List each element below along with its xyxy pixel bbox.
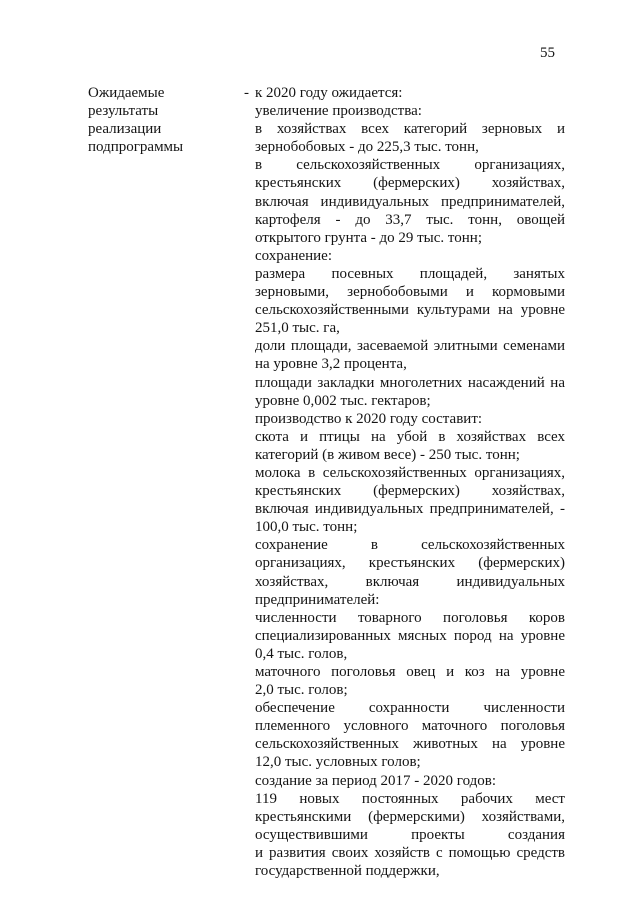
text-line: в хозяйствах всех категорий зерновых и	[255, 121, 565, 138]
text-line: зернобобовых - до 225,3 тыс. тонн,	[255, 139, 479, 156]
text-line: и развития своих хозяйств с помощью средств	[255, 844, 565, 861]
list-dash: -	[244, 85, 249, 101]
label-line: реализации	[88, 121, 162, 137]
text-line: обеспечение сохранности численности	[255, 700, 565, 717]
text-line: к 2020 году ожидается:	[255, 85, 403, 101]
text-line: включая индивидуальных предпринимателей, -	[255, 501, 565, 518]
text-line: сохранение в сельскохозяйственных	[255, 537, 565, 554]
text-line: специализированных мясных пород на уровне	[255, 627, 565, 644]
section-label	[88, 84, 228, 156]
text-line: крестьянских (фермерских) хозяйствах,	[255, 483, 565, 500]
text-line: скота и птицы на убой в хозяйствах всех	[255, 428, 565, 445]
text-line: сельскохозяйственными культурами на уровне	[255, 302, 565, 319]
text-line: численности товарного поголовья коров	[255, 609, 565, 626]
text-line: молока в сельскохозяйственных организациях,	[255, 464, 565, 481]
text-line: 119 новых постоянных рабочих мест	[255, 790, 565, 807]
text-line: крестьянскими (фермерскими) хозяйствами,	[255, 808, 565, 825]
text-line: доли площади, засеваемой элитными семенами	[255, 338, 565, 355]
text-line: организациях, крестьянских (фермерских)	[255, 555, 565, 572]
label-line: подпрограммы	[88, 139, 184, 155]
text-line: хозяйствах, включая индивидуальных	[255, 573, 565, 590]
text-line: открытого грунта - до 29 тыс. тонн;	[255, 229, 482, 246]
text-line: крестьянских (фермерских) хозяйствах,	[255, 175, 565, 192]
text-line: сохранение:	[255, 247, 333, 264]
text-line: уровне 0,002 тыс. гектаров;	[255, 392, 431, 409]
text-line: осуществившими проекты создания	[255, 826, 565, 843]
text-line: картофеля - до 33,7 тыс. тонн, овощей	[255, 211, 565, 228]
text-line: маточного поголовья овец и коз на уровне	[255, 664, 565, 680]
text-line: 12,0 тыс. условных голов;	[255, 754, 421, 771]
text-line: в сельскохозяйственных организациях,	[255, 157, 565, 174]
text-line: государственной поддержки,	[255, 863, 440, 880]
page-number: 55	[540, 45, 555, 61]
label-line: результаты	[88, 103, 159, 119]
text-line: на уровне 3,2 процента,	[255, 356, 407, 373]
text-line: сельскохозяйственных животных на уровне	[255, 736, 565, 753]
text-line: включая индивидуальных предпринимателей,	[255, 193, 565, 210]
text-line: размера посевных площадей, занятых	[255, 265, 565, 282]
label-line: Ожидаемые	[88, 85, 165, 101]
text-line: 100,0 тыс. тонн;	[255, 519, 358, 536]
text-line: предпринимателей:	[255, 591, 380, 608]
text-line: зерновыми, зернобобовыми и кормовыми	[255, 284, 565, 301]
text-line: производство к 2020 году составит:	[255, 410, 483, 427]
text-line: 0,4 тыс. голов,	[255, 645, 348, 662]
text-line: 2,0 тыс. голов;	[255, 682, 348, 699]
text-line: 251,0 тыс. га,	[255, 320, 340, 337]
text-line: категорий (в живом весе) - 250 тыс. тонн;	[255, 446, 520, 463]
expected-results-text	[255, 84, 565, 880]
text-line: создание за период 2017 - 2020 годов:	[255, 772, 497, 789]
text-line: племенного условного маточного поголовья	[255, 718, 565, 735]
text-line: площади закладки многолетних насаждений на	[255, 374, 565, 391]
text-line: увеличение производства:	[255, 103, 422, 120]
